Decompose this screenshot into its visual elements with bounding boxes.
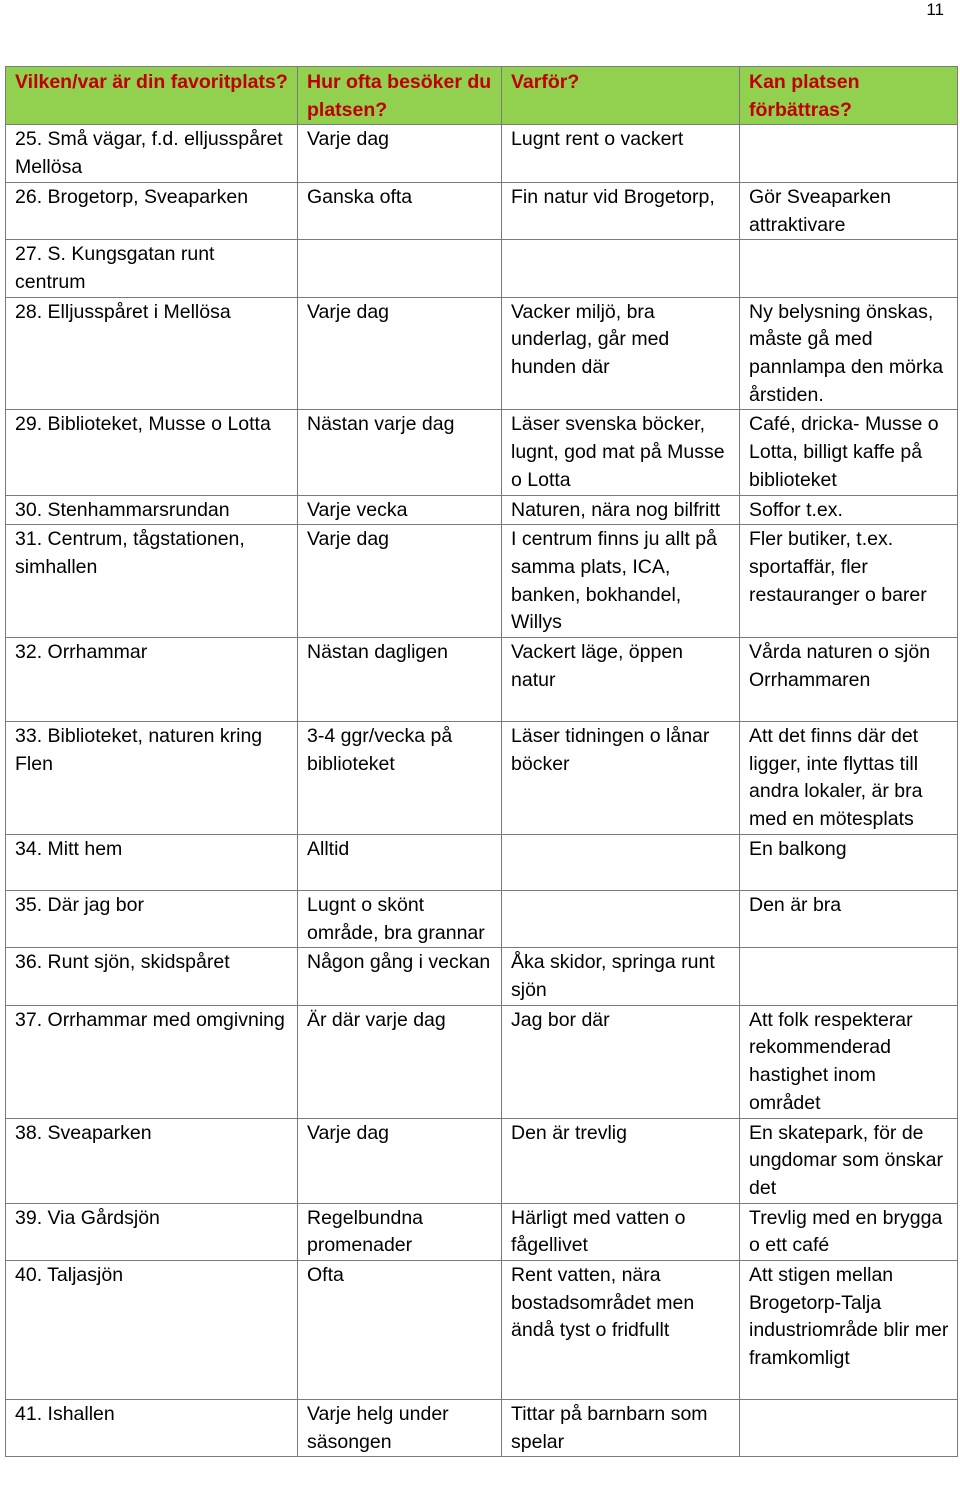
cell-improve [740, 125, 958, 182]
cell-frequency [298, 240, 502, 297]
cell-place: 33. Biblioteket, naturen kring Flen [6, 722, 298, 835]
cell-why: Härligt med vatten o fågellivet [502, 1203, 740, 1260]
cell-improve: Fler butiker, t.ex. sportaffär, fler restauranger o barer [740, 525, 958, 638]
table-row [6, 722, 958, 835]
cell-place: 25. Små vägar, f.d. elljusspåret Mellösa [6, 125, 298, 182]
cell-place: 37. Orrhammar med omgivning [6, 1005, 298, 1118]
table-row [6, 1400, 958, 1457]
cell-place: 39. Via Gårdsjön [6, 1203, 298, 1260]
cell-frequency: Varje helg under säsongen [298, 1400, 502, 1457]
cell-why: Lugnt rent o vackert [502, 125, 740, 182]
cell-why: Tittar på barnbarn som spelar [502, 1400, 740, 1457]
cell-why: Vacker miljö, bra underlag, går med hunden där [502, 297, 740, 410]
cell-why: Den är trevlig [502, 1118, 740, 1203]
table-row [6, 1261, 958, 1400]
cell-frequency: Ofta [298, 1261, 502, 1400]
table-row [6, 638, 958, 722]
table-row [6, 834, 958, 890]
table-row [6, 1118, 958, 1203]
table-row [6, 948, 958, 1005]
cell-frequency: Lugnt o skönt område, bra grannar [298, 890, 502, 947]
header-row [6, 67, 958, 125]
cell-place: 31. Centrum, tågstationen, simhallen [6, 525, 298, 638]
cell-place: 28. Elljusspåret i Mellösa [6, 297, 298, 410]
cell-frequency: Är där varje dag [298, 1005, 502, 1118]
cell-improve: Gör Sveaparken attraktivare [740, 182, 958, 239]
cell-improve: Ny belysning önskas, måste gå med pannlampa den mörka årstiden. [740, 297, 958, 410]
header-cell-place: Vilken/var är din favoritplats? [6, 67, 298, 125]
cell-place: 26. Brogetorp, Sveaparken [6, 182, 298, 239]
table-row [6, 297, 958, 410]
table-row [6, 240, 958, 297]
cell-frequency: Varje dag [298, 525, 502, 638]
header-cell-improve: Kan platsen förbättras? [740, 67, 958, 125]
table-row [6, 525, 958, 638]
table-row [6, 1203, 958, 1260]
cell-why: Fin natur vid Brogetorp, [502, 182, 740, 239]
cell-improve: Vårda naturen o sjön Orrhammaren [740, 638, 958, 722]
table-row [6, 182, 958, 239]
cell-improve: Trevlig med en brygga o ett café [740, 1203, 958, 1260]
cell-why [502, 834, 740, 890]
cell-why [502, 240, 740, 297]
table-row [6, 1005, 958, 1118]
cell-place: 36. Runt sjön, skidspåret [6, 948, 298, 1005]
cell-why: Läser svenska böcker, lugnt, god mat på Musse o Lotta [502, 410, 740, 495]
cell-why: Naturen, nära nog bilfritt [502, 495, 740, 525]
table-row [6, 495, 958, 525]
cell-improve: Att det finns där det ligger, inte flyttas till andra lokaler, är bra med en mötesplats [740, 722, 958, 835]
cell-improve: En skatepark, för de ungdomar som önskar det [740, 1118, 958, 1203]
cell-frequency: Varje dag [298, 297, 502, 410]
cell-improve [740, 240, 958, 297]
cell-frequency: Ganska ofta [298, 182, 502, 239]
cell-place: 40. Taljasjön [6, 1261, 298, 1400]
cell-place: 35. Där jag bor [6, 890, 298, 947]
cell-place: 27. S. Kungsgatan runt centrum [6, 240, 298, 297]
header-cell-frequency: Hur ofta besöker du platsen? [298, 67, 502, 125]
cell-improve [740, 948, 958, 1005]
cell-frequency: Regelbundna promenader [298, 1203, 502, 1260]
cell-place: 30. Stenhammarsrundan [6, 495, 298, 525]
cell-why: I centrum finns ju allt på samma plats, ICA, banken, bokhandel, Willys [502, 525, 740, 638]
cell-improve: Att stigen mellan Brogetorp-Talja industriområde blir mer framkomligt [740, 1261, 958, 1400]
cell-improve [740, 1400, 958, 1457]
cell-improve: En balkong [740, 834, 958, 890]
cell-frequency: Nästan dagligen [298, 638, 502, 722]
cell-why: Åka skidor, springa runt sjön [502, 948, 740, 1005]
cell-frequency: Någon gång i veckan [298, 948, 502, 1005]
header-cell-why: Varför? [502, 67, 740, 125]
cell-frequency: Alltid [298, 834, 502, 890]
cell-place: 38. Sveaparken [6, 1118, 298, 1203]
cell-why: Rent vatten, nära bostadsområdet men ändå tyst o fridfullt [502, 1261, 740, 1400]
cell-frequency: Varje dag [298, 1118, 502, 1203]
cell-place: 34. Mitt hem [6, 834, 298, 890]
cell-frequency: Varje dag [298, 125, 502, 182]
cell-frequency: Varje vecka [298, 495, 502, 525]
cell-improve: Den är bra [740, 890, 958, 947]
cell-improve: Att folk respekterar rekommenderad hastighet inom området [740, 1005, 958, 1118]
cell-place: 41. Ishallen [6, 1400, 298, 1457]
cell-why: Läser tidningen o lånar böcker [502, 722, 740, 835]
table-row [6, 890, 958, 947]
cell-why: Vackert läge, öppen natur [502, 638, 740, 722]
cell-place: 29. Biblioteket, Musse o Lotta [6, 410, 298, 495]
survey-table [5, 66, 958, 1457]
cell-why: Jag bor där [502, 1005, 740, 1118]
cell-improve: Soffor t.ex. [740, 495, 958, 525]
cell-improve: Café, dricka- Musse o Lotta, billigt kaffe på biblioteket [740, 410, 958, 495]
page-number: 11 [926, 0, 944, 19]
table-row [6, 410, 958, 495]
cell-place: 32. Orrhammar [6, 638, 298, 722]
table-row [6, 125, 958, 182]
cell-frequency: 3-4 ggr/vecka på biblioteket [298, 722, 502, 835]
cell-why [502, 890, 740, 947]
cell-frequency: Nästan varje dag [298, 410, 502, 495]
